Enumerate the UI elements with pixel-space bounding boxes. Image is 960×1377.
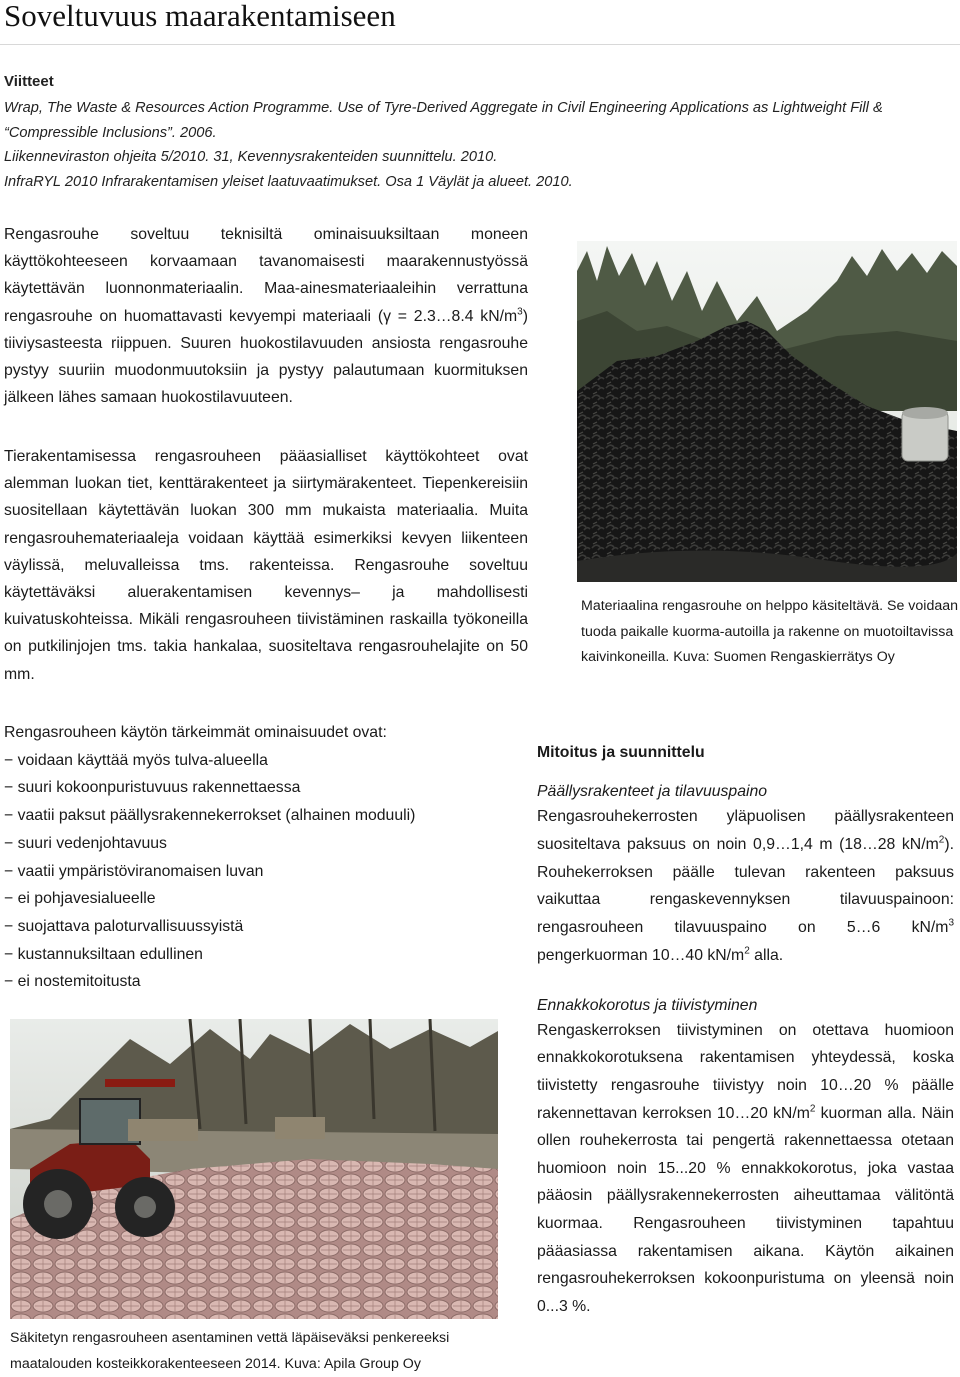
list-item: − suojattava paloturvallisuussyistä	[4, 913, 504, 941]
list-item: − vaatii paksut päällysrakennekerrokset (alhainen moduuli)	[4, 802, 504, 830]
intro-paragraph: Rengasrouhe soveltuu teknisiltä ominaisuuksiltaan moneen käyttökohteeseen korvaamaan tavanomaisesti maarakennustyössä käytettävän luonnonmateriaalin. Maa-ainesmateriaaleihin verrattuna rengasrouhe on huomattavasti kevyempi materiaali (γ = 2.3…8.4 $kN/m^3$) tiiviysasteesta riippuen. Suuren huokostilavuuden ansiosta rengasrouhe pystyy suuriin muodonmuutoksiin ja pystyy palautumaan kuormituksen jälkeen lähes samaan huokostilavuuteen.	[4, 226, 528, 407]
references	[4, 70, 954, 194]
properties-list	[4, 719, 504, 996]
list-item: − suuri kokoonpuristuvuus rakennettaessa	[4, 774, 504, 802]
design-subheading: Päällysrakenteet ja tilavuuspaino	[537, 783, 768, 800]
photo2-caption: Säkitetyn rengasrouheen asentaminen vettä läpäiseväksi penkereeksi maatalouden kosteikkorakenteeseen 2014. Kuva: Apila Group Oy	[10, 1330, 450, 1372]
list-item: − ei nostemitoitusta	[4, 968, 504, 996]
properties-heading: Rengasrouheen käytön tärkeimmät ominaisuudet ovat:	[4, 724, 387, 741]
list-item: − ei pohjavesialueelle	[4, 885, 504, 913]
title-divider	[0, 44, 960, 45]
list-item: − voidaan käyttää myös tulva-alueella	[4, 747, 504, 775]
design-subheading: Ennakkokorotus ja tiivistyminen	[537, 996, 758, 1014]
design-heading: Mitoitus ja suunnittelu	[537, 744, 705, 761]
page-title: Soveltuvuus maarakentamiseen	[4, 0, 396, 33]
list-item: − suuri vedenjohtavuus	[4, 830, 504, 858]
list-item: − vaatii ympäristöviranomaisen luvan	[4, 858, 504, 886]
photo1-caption: Materiaalina rengasrouhe on helppo käsiteltävä. Se voidaan tuoda paikalle kuorma-autoilla ja rakenne on muotoiltavissa kaivinkoneilla. Kuva: Suomen Rengaskierrätys Oy	[581, 598, 959, 665]
tire-pile-photo	[577, 241, 957, 582]
references-heading: Viitteet	[4, 73, 54, 90]
reference-line: “Compressible Inclusions”. 2006.	[4, 124, 217, 141]
reference-line: Wrap, The Waste & Resources Action Programme. Use of Tyre-Derived Aggregate in Civil Engineering Applications as Lightweight Fill &	[4, 100, 883, 117]
design-paragraph-1: Rengasrouhekerrosten yläpuolisen päällysrakenteen suositeltava paksuus on noin 0,9…1,4 m (18…28 $kN/m^2$). Rouhekerroksen päälle tulevan rakenteen paksuus vaikuttaa rengaskevennyksen tilavuuspainoon: rengasrouheen tilavuuspaino on 5…6 $kN/m^3$ pengerkuorman 10…40 $kN/m^2$ alla.	[537, 808, 954, 964]
design-paragraph-2: Rengaskerroksen tiivistyminen on otettava huomioon ennakkokorotuksena rakentamisen yhteydessä, koska tiivistetty rengasrouhe tiivistyy noin 10…20 % päälle rakennettavan kerroksen 10…20 $kN/m^2$ kuorman alla. Näin ollen rouhekerrosta tai pengertä rakennettaessa otetaan huomioon noin 15...20 % ennakkokorotus, joka vastaa pääosin päällysrakennekerrosten aiheuttamaa välitöntä kuormaa. Rengasrouheen tiivistyminen tapahtuu pääasiassa rakentamisen aikana. Käytön aikainen rengasrouhekerroksen kokoonpuristuma on yleensä noin 0...3 %.	[537, 1021, 954, 1315]
reference-line: InfraRYL 2010 Infrarakentamisen yleiset laatuvaatimukset. Osa 1 Väylät ja alueet. 2010.	[4, 173, 573, 190]
list-item: − kustannuksiltaan edullinen	[4, 941, 504, 969]
road-paragraph: Tierakentamisessa rengasrouheen pääasialliset käyttökohteet ovat alemman luokan tiet, kenttärakenteet ja siirtymärakenteet. Tiepenkereisiin suositellaan käytettävän luokan 300 mm mukaista materiaalia. Muita rengasrouhemateriaaleja voidaan käyttää esimerkiksi kevyen liikenteen väylissä, meluvalleissa tms. rakenteissa. Rengasrouhe soveltuu käytettäväksi aluerakentamisen kevennys– ja mahdollisesti kuivatuskohteissa. Mikäli rengasrouheen tiivistäminen raskailla työkoneilla on putkilinjojen tms. takia hankalaa, suositeltava rengasrouhelajite on 50 mm.	[4, 448, 528, 683]
reference-line: Liikenneviraston ohjeita 5/2010. 31, Kevennysrakenteiden suunnittelu. 2010.	[4, 149, 498, 166]
tractor-embankment-photo	[10, 1019, 498, 1319]
design-section	[537, 744, 954, 1320]
